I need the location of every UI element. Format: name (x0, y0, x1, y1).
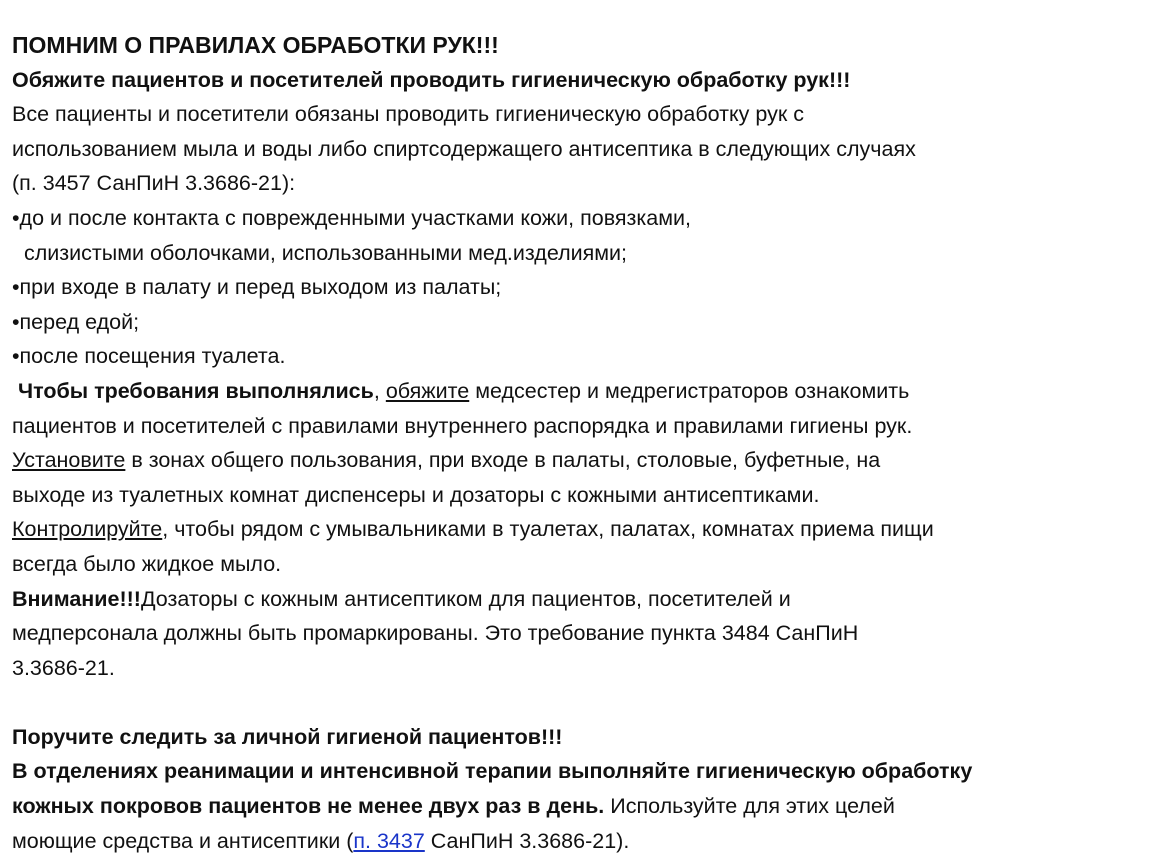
bullet-item-3: •перед едой; (12, 309, 140, 334)
document-page (12, 28, 1146, 858)
page-title: ПОМНИМ О ПРАВИЛАХ ОБРАБОТКИ РУК!!! (12, 32, 499, 58)
hygiene-bold-line-1: В отделениях реанимации и интенсивной терапии выполняйте гигиеническую обработку (12, 759, 973, 784)
requirements-underlined-verb: обяжите (385, 378, 470, 403)
hygiene-line-3 (12, 824, 1146, 859)
bullet-item-1-line-1: •до и после контакта с поврежденными участками кожи, повязками, (12, 205, 691, 230)
bullet-item-1-line-2: слизистыми оболочками, использованными мед.изделиями; (24, 240, 628, 265)
install-rest: в зонах общего пользования, при входе в палаты, столовые, буфетные, на (125, 448, 881, 473)
install-line-1 (12, 443, 1146, 478)
requirements-bold-lead: Чтобы требования выполнялись (17, 378, 374, 403)
hygiene-line-3-end: СанПиН 3.3686-21). (424, 828, 630, 853)
hygiene-rest-line-2: Используйте для этих целей (604, 794, 895, 819)
hygiene-bold-line-2: кожных покровов пациентов не менее двух раз в день. (12, 794, 605, 819)
hygiene-line-2 (12, 789, 1146, 824)
intro-line-2: использованием мыла и воды либо спиртсодержащего антисептика в следующих случаях (12, 136, 916, 161)
control-line-2: всегда было жидкое мыло. (12, 551, 282, 576)
requirements-comma: , (373, 378, 380, 403)
sanpin-3437-link[interactable]: п. 3437 (353, 828, 425, 853)
control-rest: , чтобы рядом с умывальниками в туалетах, палатах, комнатах приема пищи (162, 517, 934, 542)
requirements-line-1 (12, 374, 1146, 409)
hygiene-line-3-start: моющие средства и антисептики ( (12, 828, 354, 853)
attention-line-2: медперсонала должны быть промаркированы. Это требование пункта 3484 СанПиН (12, 621, 859, 646)
attention-rest: Дозаторы с кожным антисептиком для пациентов, посетителей и (140, 586, 791, 611)
intro-line-3: (п. 3457 СанПиН 3.3686-21): (12, 171, 296, 196)
install-underlined-verb: Установите (12, 448, 126, 473)
attention-line-3: 3.3686-21. (12, 655, 115, 680)
control-underlined-verb: Контролируйте (12, 517, 163, 542)
requirements-rest: медсестер и медрегистраторов ознакомить (469, 378, 910, 403)
control-line-1 (12, 512, 1146, 547)
bullet-item-4: •после посещения туалета. (12, 344, 286, 369)
hygiene-heading: Поручите следить за личной гигиеной пациентов!!! (12, 724, 563, 749)
spacer (12, 685, 1146, 720)
subtitle: Обяжите пациентов и посетителей проводить гигиеническую обработку рук!!! (12, 67, 851, 92)
attention-bold-lead: Внимание!!! (12, 586, 141, 611)
requirements-line-2: пациентов и посетителей с правилами внутреннего распорядка и правилами гигиены рук. (12, 413, 913, 438)
attention-line-1 (12, 582, 1146, 617)
install-line-2: выходе из туалетных комнат диспенсеры и дозаторы с кожными антисептиками. (12, 482, 820, 507)
intro-line-1: Все пациенты и посетители обязаны проводить гигиеническую обработку рук с (12, 102, 804, 127)
bullet-item-2: •при входе в палату и перед выходом из палаты; (12, 275, 502, 300)
